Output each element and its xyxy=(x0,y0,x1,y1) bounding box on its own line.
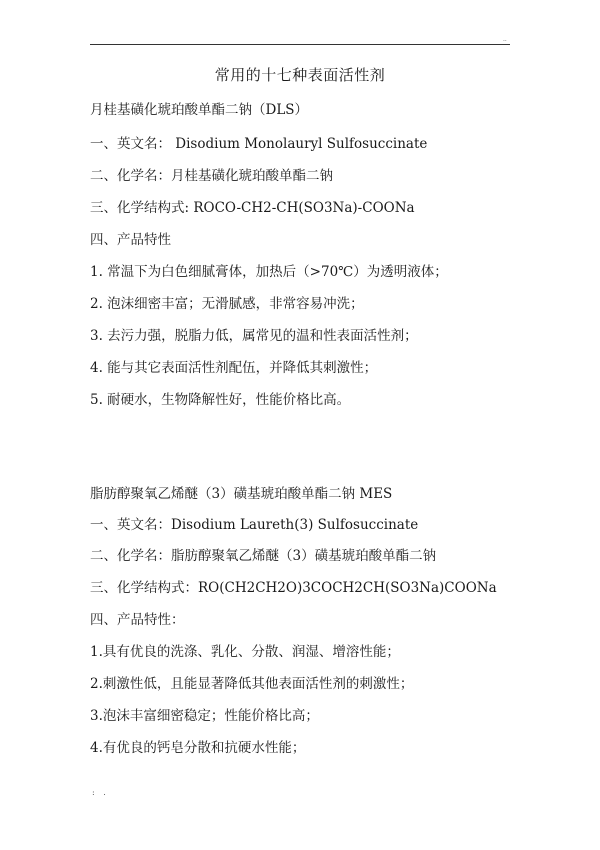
section1-feature-2: 2. 泡沫细密丰富；无滑腻感，非常容易冲洗； xyxy=(90,296,364,312)
section2-features-heading: 四、产品特性： xyxy=(90,612,185,628)
section2-chem-name: 二、化学名：脂肪醇聚氧乙烯醚（3）磺基琥珀酸单酯二钠 xyxy=(90,548,437,564)
section2-feature-3: 3.泡沫丰富细密稳定；性能价格比高； xyxy=(90,708,319,724)
section1-feature-1: 1. 常温下为白色细腻膏体，加热后（>70℃）为透明液体； xyxy=(90,264,448,280)
header-mark: .. xyxy=(503,36,507,43)
section2-english-name: 一、英文名：Disodium Laureth(3) Sulfosuccinate xyxy=(90,517,419,533)
section1-chem-name: 二、化学名：月桂基磺化琥珀酸单酯二钠 xyxy=(90,168,333,184)
section2-heading: 脂肪醇聚氧乙烯醚（3）磺基琥珀酸单酯二钠 MES xyxy=(90,486,393,502)
section1-feature-4: 4. 能与其它表面活性剂配伍，并降低其刺激性； xyxy=(90,360,378,376)
section1-structure: 三、化学结构式: ROCO-CH2-CH(SO3Na)-COONa xyxy=(90,200,415,216)
section1-heading: 月桂基磺化琥珀酸单酯二钠（DLS） xyxy=(90,102,309,118)
header-rule xyxy=(90,44,510,45)
footer-mark: : . xyxy=(92,788,109,797)
section2-feature-2: 2.刺激性低，且能显著降低其他表面活性剂的刺激性； xyxy=(90,676,414,692)
page-title: 常用的十七种表面活性剂 xyxy=(214,66,386,84)
section1-feature-5: 5. 耐硬水，生物降解性好，性能价格比高。 xyxy=(90,392,351,408)
section2-structure: 三、化学结构式：RO(CH2CH2O)3COCH2CH(SO3Na)COONa xyxy=(90,580,497,596)
section2-feature-1: 1.具有优良的洗涤、乳化、分散、润湿、增溶性能； xyxy=(90,644,400,660)
section1-english-name: 一、英文名： Disodium Monolauryl Sulfosuccinate xyxy=(90,136,428,152)
section2-feature-4: 4.有优良的钙皂分散和抗硬水性能； xyxy=(90,740,306,756)
section1-features-heading: 四、产品特性 xyxy=(90,232,171,248)
section1-feature-3: 3. 去污力强，脱脂力低，属常见的温和性表面活性剂； xyxy=(90,328,418,344)
